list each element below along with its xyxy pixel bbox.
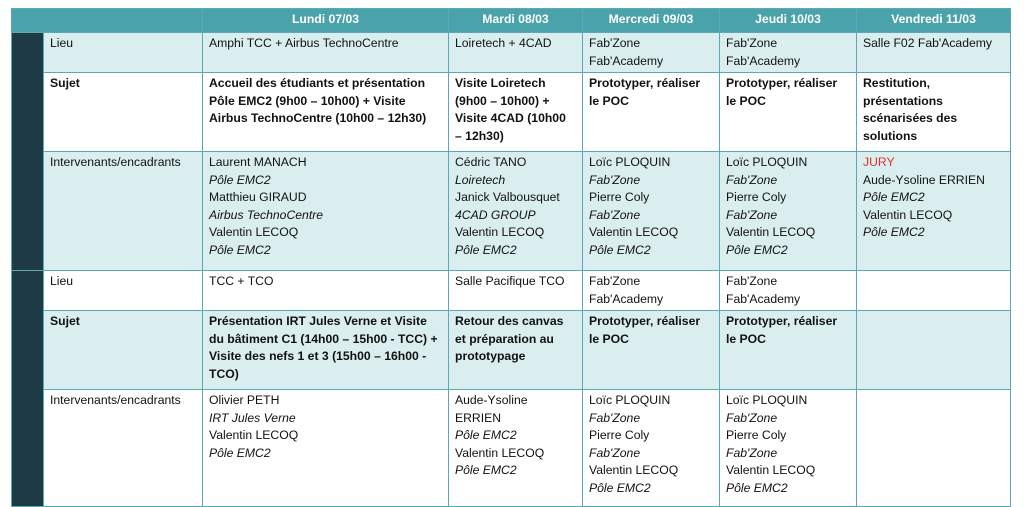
person-name: Valentin LECOQ — [455, 225, 545, 239]
lieu-cell — [449, 271, 583, 311]
cell-line: Amphi TCC + Airbus TechnoCentre — [209, 36, 399, 50]
organization-name: Pôle EMC2 — [863, 225, 925, 239]
organization-name: Fab'Zone — [726, 410, 778, 425]
intervenants-cell — [449, 390, 583, 507]
intervenants-cell — [203, 152, 449, 271]
organization-name: Fab'Zone — [726, 207, 778, 222]
sujet-cell: Prototyper, réaliser le POC — [720, 311, 857, 390]
person-name: Pierre Coly — [726, 190, 787, 204]
lieu-cell — [720, 271, 857, 311]
row-label: Sujet — [44, 311, 203, 390]
cell-line: Fab'Zone — [726, 36, 778, 50]
sujet-cell: Accueil des étudiants et présentation Pôle EMC2 (9h00 – 10h00) + Visite Airbus TechnoCentre (10h00 – 12h30) — [203, 73, 449, 152]
person-name: Matthieu GIRAUD — [209, 190, 307, 204]
row-label: Intervenants/encadrants — [44, 390, 203, 507]
intervenants-cell — [857, 152, 1011, 271]
organization-name: Pôle EMC2 — [589, 480, 651, 495]
intervenants-cell — [720, 390, 857, 507]
sujet-cell: Prototyper, réaliser le POC — [583, 311, 720, 390]
period-label-matin — [12, 33, 44, 271]
lieu-cell — [857, 33, 1011, 73]
person-name: Pierre Coly — [589, 428, 650, 442]
person-name: Pierre Coly — [726, 428, 787, 442]
person-name: Valentin LECOQ — [863, 207, 953, 222]
organization-name: Fab'Zone — [589, 445, 641, 460]
organization-name: 4CAD GROUP — [455, 207, 536, 222]
cell-line: Fab'Academy — [589, 53, 664, 68]
organization-name: Pôle EMC2 — [455, 463, 517, 477]
row-apresmidi-sujet — [12, 311, 1011, 390]
sujet-cell: Restitution, présentations scénarisées des solutions — [857, 73, 1011, 152]
row-apresmidi-lieu — [12, 271, 1011, 311]
header-day: Lundi 07/03 — [203, 9, 449, 33]
person-name: JURY — [863, 155, 895, 169]
intervenants-cell — [857, 390, 1011, 507]
row-label: Lieu — [44, 271, 203, 311]
sujet-cell: Présentation IRT Jules Verne et Visite du bâtiment C1 (14h00 – 15h00 - TCC) + Visite des nefs 1 et 3 (15h00 – 16h00 - TCO) — [203, 311, 449, 390]
cell-line: Fab'Zone — [589, 36, 641, 50]
person-name: Valentin LECOQ — [209, 225, 299, 239]
person-name: Aude-Ysoline ERRIEN — [455, 393, 528, 425]
cell-line: TCC + TCO — [209, 274, 274, 288]
organization-name: Fab'Zone — [726, 172, 778, 187]
sujet-cell: Visite Loiretech (9h00 – 10h00) + Visite 4CAD (10h00 – 12h30) — [449, 73, 583, 152]
row-apresmidi-intervenants — [12, 390, 1011, 507]
organization-name: Pôle EMC2 — [455, 428, 517, 442]
organization-name: Pôle EMC2 — [726, 480, 788, 495]
person-name: Cédric TANO — [455, 155, 527, 169]
organization-name: Pôle EMC2 — [209, 445, 271, 460]
lieu-cell — [720, 33, 857, 73]
lieu-cell — [449, 33, 583, 73]
row-label: Sujet — [44, 73, 203, 152]
lieu-cell — [583, 271, 720, 311]
row-matin-sujet — [12, 73, 1011, 152]
cell-line: Fab'Academy — [726, 291, 801, 306]
row-label: Lieu — [44, 33, 203, 73]
header-day: Mardi 08/03 — [449, 9, 583, 33]
cell-line: Salle Pacifique TCO — [455, 274, 565, 288]
person-name: Valentin LECOQ — [455, 445, 545, 460]
row-matin-lieu — [12, 33, 1011, 73]
cell-line: Loiretech + 4CAD — [455, 36, 552, 50]
cell-line: Fab'Academy — [589, 291, 664, 306]
sujet-cell: Prototyper, réaliser le POC — [720, 73, 857, 152]
organization-name: Fab'Zone — [726, 445, 778, 460]
person-name: Aude-Ysoline ERRIEN — [863, 172, 985, 187]
header-day: Mercredi 09/03 — [583, 9, 720, 33]
organization-name: Pôle EMC2 — [589, 242, 651, 257]
cell-line: Fab'Zone — [726, 274, 778, 288]
person-name: Olivier PETH — [209, 393, 280, 407]
lieu-cell — [857, 271, 1011, 311]
organization-name: Fab'Zone — [589, 172, 641, 187]
period-label-apresmidi — [12, 271, 44, 507]
organization-name: Pôle EMC2 — [863, 190, 925, 204]
organization-name: Loiretech — [455, 172, 506, 187]
cell-line: Fab'Academy — [726, 53, 801, 68]
person-name: Valentin LECOQ — [589, 225, 679, 239]
header-day: Jeudi 10/03 — [720, 9, 857, 33]
intervenants-cell — [720, 152, 857, 271]
person-name: Valentin LECOQ — [726, 463, 816, 477]
intervenants-cell — [583, 152, 720, 271]
organization-name: IRT Jules Verne — [209, 410, 296, 425]
row-label: Intervenants/encadrants — [44, 152, 203, 271]
person-name: Janick Valbousquet — [455, 190, 560, 204]
intervenants-cell — [203, 390, 449, 507]
person-name: Loïc PLOQUIN — [589, 155, 671, 169]
person-name: Loïc PLOQUIN — [726, 393, 808, 407]
organization-name: Pôle EMC2 — [455, 242, 517, 257]
lieu-cell — [583, 33, 720, 73]
sujet-cell — [857, 311, 1011, 390]
intervenants-cell — [449, 152, 583, 271]
person-name: Valentin LECOQ — [726, 225, 816, 239]
intervenants-cell — [583, 390, 720, 507]
sujet-cell: Retour des canvas et préparation au prototypage — [449, 311, 583, 390]
person-name: Pierre Coly — [589, 190, 650, 204]
person-name: Valentin LECOQ — [589, 463, 679, 477]
schedule-table — [11, 8, 1011, 507]
header-day: Vendredi 11/03 — [857, 9, 1011, 33]
sujet-cell: Prototyper, réaliser le POC — [583, 73, 720, 152]
lieu-cell — [203, 271, 449, 311]
person-name: Loïc PLOQUIN — [726, 155, 808, 169]
organization-name: Fab'Zone — [589, 410, 641, 425]
organization-name: Pôle EMC2 — [209, 172, 271, 187]
header-row — [12, 9, 1011, 33]
row-matin-intervenants — [12, 152, 1011, 271]
cell-line: Fab'Zone — [589, 274, 641, 288]
organization-name: Fab'Zone — [589, 207, 641, 222]
person-name: Valentin LECOQ — [209, 428, 299, 442]
header-corner — [12, 9, 203, 33]
organization-name: Pôle EMC2 — [726, 242, 788, 257]
lieu-cell — [203, 33, 449, 73]
person-name: Loïc PLOQUIN — [589, 393, 671, 407]
cell-line: Salle F02 Fab'Academy — [863, 36, 993, 50]
person-name: Laurent MANACH — [209, 155, 307, 169]
organization-name: Pôle EMC2 — [209, 242, 271, 257]
organization-name: Airbus TechnoCentre — [209, 207, 324, 222]
